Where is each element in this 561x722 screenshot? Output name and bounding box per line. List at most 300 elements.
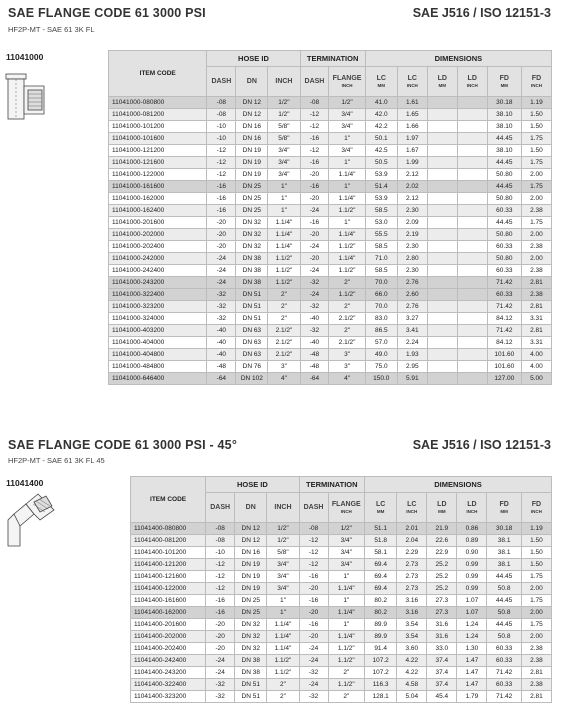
- cell-lc-mm: 80.2: [365, 595, 397, 607]
- cell-fd-inch: 2.38: [521, 643, 551, 655]
- table-row: [131, 631, 552, 643]
- cell-flange: 3/4": [329, 121, 365, 133]
- table-row: [131, 619, 552, 631]
- cell-term-dash: -12: [299, 559, 328, 571]
- cell-inch: 1": [268, 205, 300, 217]
- header-inch: INCH: [267, 493, 299, 523]
- cell-term-dash: -16: [299, 619, 328, 631]
- table-row: [109, 133, 552, 145]
- table-row: [109, 337, 552, 349]
- table-row: [109, 289, 552, 301]
- cell-term-dash: -20: [300, 229, 329, 241]
- cell-dash: -12: [207, 157, 236, 169]
- cell-dash: -64: [207, 373, 236, 385]
- cell-ld-mm: [427, 169, 457, 181]
- cell-dn: DN 38: [236, 253, 268, 265]
- cell-ld-mm: [427, 229, 457, 241]
- table-row: [109, 253, 552, 265]
- cell-dash: -40: [207, 325, 236, 337]
- cell-dash: -08: [206, 535, 235, 547]
- header-dash: DASH: [207, 67, 236, 97]
- cell-lc-mm: 91.4: [365, 643, 397, 655]
- cell-ld-inch: [457, 241, 487, 253]
- cell-fd-mm: 50.8: [487, 607, 521, 619]
- cell-ld-inch: [457, 217, 487, 229]
- cell-ld-mm: 37.4: [427, 679, 457, 691]
- cell-term-dash: -20: [299, 607, 328, 619]
- table-row: [131, 655, 552, 667]
- cell-dn: DN 19: [235, 559, 267, 571]
- cell-term-dash: -32: [299, 691, 328, 703]
- cell-flange: 3": [329, 349, 365, 361]
- table-row: [131, 679, 552, 691]
- cell-fd-mm: 71.42: [487, 325, 521, 337]
- cell-term-dash: -16: [300, 157, 329, 169]
- cell-inch: 3": [268, 361, 300, 373]
- cell-fd-mm: 38.10: [487, 145, 521, 157]
- cell-fd-mm: 44.45: [487, 157, 521, 169]
- table-row: [109, 97, 552, 109]
- cell-item-code: 11041000-162000: [109, 193, 207, 205]
- cell-fd-mm: 101.60: [487, 349, 521, 361]
- cell-lc-mm: 83.0: [365, 313, 397, 325]
- header-lc-mm-label: LC: [375, 501, 386, 508]
- cell-dn: DN 38: [235, 655, 267, 667]
- cell-fd-mm: 50.80: [487, 169, 521, 181]
- cell-ld-inch: [457, 97, 487, 109]
- cell-term-dash: -12: [299, 535, 328, 547]
- cell-lc-inch: 1.67: [397, 145, 427, 157]
- cell-flange: 1.1/4": [328, 583, 365, 595]
- cell-lc-inch: 3.60: [397, 643, 427, 655]
- cell-inch: 3/4": [268, 169, 300, 181]
- header-hose-id: HOSE ID: [206, 477, 299, 493]
- cell-item-code: 11041000-322400: [109, 289, 207, 301]
- cell-term-dash: -16: [299, 571, 328, 583]
- cell-ld-mm: [427, 301, 457, 313]
- cell-dn: DN 51: [235, 691, 267, 703]
- table-row: [131, 547, 552, 559]
- cell-lc-inch: 1.66: [397, 121, 427, 133]
- cell-ld-inch: 1.30: [457, 643, 487, 655]
- header-ld-inch: [457, 67, 487, 97]
- cell-term-dash: -20: [300, 169, 329, 181]
- cell-flange: 1.1/2": [329, 289, 365, 301]
- cell-fd-mm: 60.33: [487, 241, 521, 253]
- section1-subtitle: HF2P-MT - SAE 61 3K FL: [8, 25, 95, 34]
- cell-ld-inch: 1.47: [457, 655, 487, 667]
- cell-ld-mm: [427, 265, 457, 277]
- cell-dash: -24: [207, 277, 236, 289]
- cell-ld-inch: [457, 373, 487, 385]
- cell-fd-mm: 30.18: [487, 97, 521, 109]
- header-fd-mm: [487, 67, 521, 97]
- cell-inch: 2": [267, 691, 299, 703]
- cell-dn: DN 32: [235, 631, 267, 643]
- cell-dn: DN 12: [236, 97, 268, 109]
- cell-lc-inch: 2.04: [397, 535, 427, 547]
- cell-lc-inch: 2.73: [397, 559, 427, 571]
- cell-ld-inch: [457, 253, 487, 265]
- cell-lc-inch: 3.16: [397, 595, 427, 607]
- cell-ld-inch: 1.47: [457, 679, 487, 691]
- cell-dn: DN 25: [235, 607, 267, 619]
- cell-flange: 2": [329, 301, 365, 313]
- cell-item-code: 11041400-322400: [131, 679, 206, 691]
- cell-term-dash: -08: [299, 523, 328, 535]
- cell-flange: 1.1/4": [329, 253, 365, 265]
- cell-dash: -24: [207, 253, 236, 265]
- cell-item-code: 11041000-161600: [109, 181, 207, 193]
- cell-dn: DN 51: [236, 301, 268, 313]
- header-fd-mm-unit: MM: [500, 83, 509, 88]
- cell-lc-mm: 69.4: [365, 583, 397, 595]
- table-row: [131, 571, 552, 583]
- cell-flange: 3/4": [328, 547, 365, 559]
- cell-dash: -10: [206, 547, 235, 559]
- cell-flange: 2": [328, 691, 365, 703]
- cell-lc-inch: 1.65: [397, 109, 427, 121]
- cell-dn: DN 32: [235, 619, 267, 631]
- cell-lc-mm: 89.9: [365, 619, 397, 631]
- cell-fd-mm: 38.1: [487, 547, 521, 559]
- cell-dash: -32: [207, 313, 236, 325]
- cell-lc-mm: 107.2: [365, 667, 397, 679]
- header-dn: DN: [236, 67, 268, 97]
- cell-fd-inch: 2.00: [521, 583, 551, 595]
- section2-table: [130, 476, 552, 703]
- cell-fd-mm: 30.18: [487, 523, 521, 535]
- cell-fd-inch: 2.81: [521, 667, 551, 679]
- cell-lc-inch: 1.61: [397, 97, 427, 109]
- cell-fd-inch: 4.00: [521, 361, 551, 373]
- cell-flange: 1": [329, 157, 365, 169]
- header-lc-inch: [397, 67, 427, 97]
- cell-flange: 3/4": [328, 535, 365, 547]
- cell-dn: DN 25: [236, 205, 268, 217]
- cell-inch: 2.1/2": [268, 349, 300, 361]
- cell-ld-inch: 1.07: [457, 595, 487, 607]
- header-lc-mm-unit: MM: [376, 509, 385, 514]
- header-ld-mm: [427, 67, 457, 97]
- cell-flange: 1": [328, 571, 365, 583]
- cell-lc-inch: 2.12: [397, 193, 427, 205]
- header-term-dash: DASH: [299, 493, 328, 523]
- cell-lc-inch: 4.58: [397, 679, 427, 691]
- cell-flange: 1": [328, 619, 365, 631]
- cell-item-code: 11041000-484800: [109, 361, 207, 373]
- table-row: [109, 181, 552, 193]
- cell-term-dash: -24: [300, 241, 329, 253]
- cell-fd-mm: 38.10: [487, 109, 521, 121]
- cell-fd-inch: 3.31: [521, 337, 551, 349]
- cell-term-dash: -48: [300, 349, 329, 361]
- header-fd-inch-unit: INCH: [530, 509, 542, 514]
- cell-dn: DN 38: [236, 265, 268, 277]
- header-dn: DN: [235, 493, 267, 523]
- header-ld-mm-label: LD: [437, 501, 447, 508]
- cell-fd-mm: 38.1: [487, 535, 521, 547]
- table-row: [109, 373, 552, 385]
- angled-flange-fitting-icon: [4, 490, 56, 550]
- table-row: [131, 583, 552, 595]
- cell-lc-mm: 50.5: [365, 157, 397, 169]
- cell-dn: DN 12: [236, 109, 268, 121]
- cell-fd-inch: 1.75: [521, 157, 551, 169]
- cell-fd-inch: 2.00: [521, 253, 551, 265]
- cell-dn: DN 16: [235, 547, 267, 559]
- cell-dash: -08: [207, 97, 236, 109]
- cell-term-dash: -24: [299, 655, 328, 667]
- header-ld-mm: [427, 493, 457, 523]
- cell-ld-inch: [457, 145, 487, 157]
- cell-item-code: 11041400-242400: [131, 655, 206, 667]
- cell-fd-mm: 60.33: [487, 679, 521, 691]
- cell-ld-inch: [457, 349, 487, 361]
- cell-item-code: 11041000-323200: [109, 301, 207, 313]
- cell-fd-inch: 1.19: [521, 97, 551, 109]
- cell-dash: -12: [207, 145, 236, 157]
- cell-ld-mm: 27.3: [427, 595, 457, 607]
- cell-ld-mm: [427, 181, 457, 193]
- cell-lc-mm: 58.5: [365, 205, 397, 217]
- cell-flange: 3/4": [329, 109, 365, 121]
- cell-inch: 1/2": [268, 97, 300, 109]
- cell-inch: 1.1/4": [267, 619, 299, 631]
- cell-lc-inch: 2.76: [397, 277, 427, 289]
- cell-ld-mm: [427, 217, 457, 229]
- header-lc-inch-unit: INCH: [406, 509, 418, 514]
- header-ld-mm-unit: MM: [438, 509, 446, 514]
- header-fd-mm-label: FD: [499, 75, 509, 82]
- cell-dash: -40: [207, 337, 236, 349]
- cell-dash: -24: [206, 655, 235, 667]
- cell-inch: 2": [268, 289, 300, 301]
- table-row: [109, 157, 552, 169]
- cell-inch: 3/4": [268, 145, 300, 157]
- cell-inch: 1/2": [267, 523, 299, 535]
- cell-item-code: 11041000-242400: [109, 265, 207, 277]
- header-lc-mm-label: LC: [376, 75, 386, 82]
- cell-ld-mm: [427, 289, 457, 301]
- table-row: [131, 523, 552, 535]
- cell-fd-mm: 71.42: [487, 691, 521, 703]
- cell-term-dash: -24: [300, 265, 329, 277]
- cell-inch: 3/4": [267, 559, 299, 571]
- cell-term-dash: -16: [300, 217, 329, 229]
- cell-fd-inch: 1.75: [521, 571, 551, 583]
- cell-dash: -08: [207, 109, 236, 121]
- cell-fd-mm: 44.45: [487, 217, 521, 229]
- cell-term-dash: -20: [299, 631, 328, 643]
- cell-item-code: 11041400-121600: [131, 571, 206, 583]
- cell-inch: 3/4": [267, 583, 299, 595]
- cell-inch: 1": [268, 181, 300, 193]
- cell-fd-inch: 2.38: [521, 679, 551, 691]
- cell-lc-mm: 58.5: [365, 241, 397, 253]
- table-row: [109, 169, 552, 181]
- cell-dn: DN 12: [235, 535, 267, 547]
- cell-dn: DN 32: [236, 241, 268, 253]
- cell-ld-mm: 27.3: [427, 607, 457, 619]
- cell-fd-mm: 101.60: [487, 361, 521, 373]
- cell-dash: -20: [206, 619, 235, 631]
- cell-flange: 1.1/2": [329, 205, 365, 217]
- cell-dn: DN 32: [236, 229, 268, 241]
- cell-inch: 2.1/2": [268, 337, 300, 349]
- cell-flange: 2": [328, 667, 365, 679]
- cell-flange: 1.1/2": [329, 241, 365, 253]
- cell-ld-mm: [427, 373, 457, 385]
- cell-flange: 1": [329, 181, 365, 193]
- cell-flange: 1/2": [328, 523, 365, 535]
- cell-inch: 5/8": [267, 547, 299, 559]
- table-row: [109, 313, 552, 325]
- cell-fd-inch: 2.00: [521, 193, 551, 205]
- cell-dash: -16: [207, 205, 236, 217]
- cell-fd-inch: 5.00: [521, 373, 551, 385]
- header-lc-inch-unit: INCH: [406, 83, 418, 88]
- cell-lc-mm: 86.5: [365, 325, 397, 337]
- cell-inch: 2": [268, 313, 300, 325]
- cell-fd-inch: 2.00: [521, 607, 551, 619]
- header-flange-label: FLANGE: [332, 75, 362, 82]
- cell-item-code: 11041400-243200: [131, 667, 206, 679]
- cell-ld-mm: 33.0: [427, 643, 457, 655]
- cell-dash: -20: [207, 241, 236, 253]
- header-flange: [328, 493, 365, 523]
- cell-dn: DN 19: [236, 169, 268, 181]
- header-ld-mm-unit: MM: [438, 83, 447, 88]
- cell-item-code: 11041000-324000: [109, 313, 207, 325]
- cell-fd-inch: 1.75: [521, 619, 551, 631]
- cell-dn: DN 32: [236, 217, 268, 229]
- cell-ld-inch: [457, 121, 487, 133]
- cell-flange: 2": [329, 277, 365, 289]
- cell-dn: DN 51: [236, 289, 268, 301]
- cell-flange: 3/4": [328, 559, 365, 571]
- header-fd-inch-label: FD: [531, 75, 542, 82]
- cell-ld-inch: 1.79: [457, 691, 487, 703]
- cell-item-code: 11041400-162000: [131, 607, 206, 619]
- cell-ld-inch: 0.99: [457, 571, 487, 583]
- cell-item-code: 11041000-162400: [109, 205, 207, 217]
- cell-ld-mm: [427, 193, 457, 205]
- header-lc-mm: [365, 493, 397, 523]
- cell-item-code: 11041000-101600: [109, 133, 207, 145]
- cell-ld-inch: [457, 265, 487, 277]
- cell-lc-inch: 2.24: [397, 337, 427, 349]
- cell-lc-inch: 2.02: [397, 181, 427, 193]
- cell-dash: -32: [207, 301, 236, 313]
- cell-dash: -12: [206, 571, 235, 583]
- cell-inch: 5/8": [268, 121, 300, 133]
- cell-flange: 2": [329, 325, 365, 337]
- cell-fd-mm: 50.80: [487, 229, 521, 241]
- cell-item-code: 11041000-646400: [109, 373, 207, 385]
- cell-lc-inch: 1.93: [397, 349, 427, 361]
- table-row: [131, 607, 552, 619]
- cell-lc-mm: 150.0: [365, 373, 397, 385]
- cell-flange: 1.1/4": [328, 631, 365, 643]
- cell-inch: 2": [267, 679, 299, 691]
- cell-dn: DN 25: [235, 595, 267, 607]
- cell-fd-inch: 2.81: [521, 691, 551, 703]
- cell-item-code: 11041000-202400: [109, 241, 207, 253]
- cell-ld-mm: [427, 361, 457, 373]
- header-ld-inch-unit: INCH: [466, 83, 478, 88]
- cell-lc-inch: 2.12: [397, 169, 427, 181]
- cell-ld-mm: [427, 133, 457, 145]
- cell-fd-inch: 2.38: [521, 265, 551, 277]
- cell-item-code: 11041000-404000: [109, 337, 207, 349]
- cell-lc-mm: 51.1: [365, 523, 397, 535]
- cell-fd-mm: 44.45: [487, 133, 521, 145]
- header-lc-inch-label: LC: [407, 75, 417, 82]
- cell-fd-inch: 1.75: [521, 595, 551, 607]
- cell-dash: -48: [207, 361, 236, 373]
- table-row: [131, 691, 552, 703]
- cell-dash: -32: [207, 289, 236, 301]
- cell-fd-inch: 2.81: [521, 301, 551, 313]
- cell-fd-mm: 84.12: [487, 313, 521, 325]
- cell-dash: -20: [206, 643, 235, 655]
- cell-fd-mm: 44.45: [487, 595, 521, 607]
- cell-inch: 1.1/4": [267, 643, 299, 655]
- cell-lc-mm: 70.0: [365, 301, 397, 313]
- cell-inch: 1.1/4": [268, 241, 300, 253]
- cell-dash: -10: [207, 133, 236, 145]
- cell-lc-inch: 4.22: [397, 655, 427, 667]
- cell-lc-mm: 71.0: [365, 253, 397, 265]
- cell-term-dash: -20: [300, 253, 329, 265]
- table-row: [109, 229, 552, 241]
- cell-lc-inch: 5.04: [397, 691, 427, 703]
- cell-flange: 3/4": [329, 145, 365, 157]
- cell-lc-mm: 107.2: [365, 655, 397, 667]
- header-flange: [329, 67, 365, 97]
- cell-dn: DN 63: [236, 325, 268, 337]
- cell-dn: DN 51: [236, 313, 268, 325]
- cell-flange: 2.1/2": [329, 313, 365, 325]
- cell-dn: DN 32: [235, 643, 267, 655]
- table-row: [109, 349, 552, 361]
- cell-ld-mm: 31.6: [427, 619, 457, 631]
- cell-flange: 1.1/2": [328, 679, 365, 691]
- cell-dash: -16: [207, 181, 236, 193]
- cell-lc-inch: 2.30: [397, 205, 427, 217]
- cell-ld-inch: [457, 157, 487, 169]
- cell-lc-inch: 2.29: [397, 547, 427, 559]
- cell-item-code: 11041000-201600: [109, 217, 207, 229]
- cell-ld-mm: 22.6: [427, 535, 457, 547]
- cell-inch: 1.1/2": [267, 667, 299, 679]
- cell-fd-mm: 60.33: [487, 655, 521, 667]
- cell-ld-mm: [427, 313, 457, 325]
- cell-dn: DN 19: [236, 157, 268, 169]
- cell-term-dash: -40: [300, 313, 329, 325]
- cell-fd-mm: 44.45: [487, 619, 521, 631]
- cell-item-code: 11041000-121200: [109, 145, 207, 157]
- cell-fd-mm: 60.33: [487, 265, 521, 277]
- table-row: [131, 535, 552, 547]
- cell-flange: 3": [329, 361, 365, 373]
- cell-dash: -16: [207, 193, 236, 205]
- cell-ld-mm: 37.4: [427, 655, 457, 667]
- cell-lc-mm: 42.0: [365, 109, 397, 121]
- cell-inch: 1.1/4": [268, 217, 300, 229]
- cell-lc-inch: 2.80: [397, 253, 427, 265]
